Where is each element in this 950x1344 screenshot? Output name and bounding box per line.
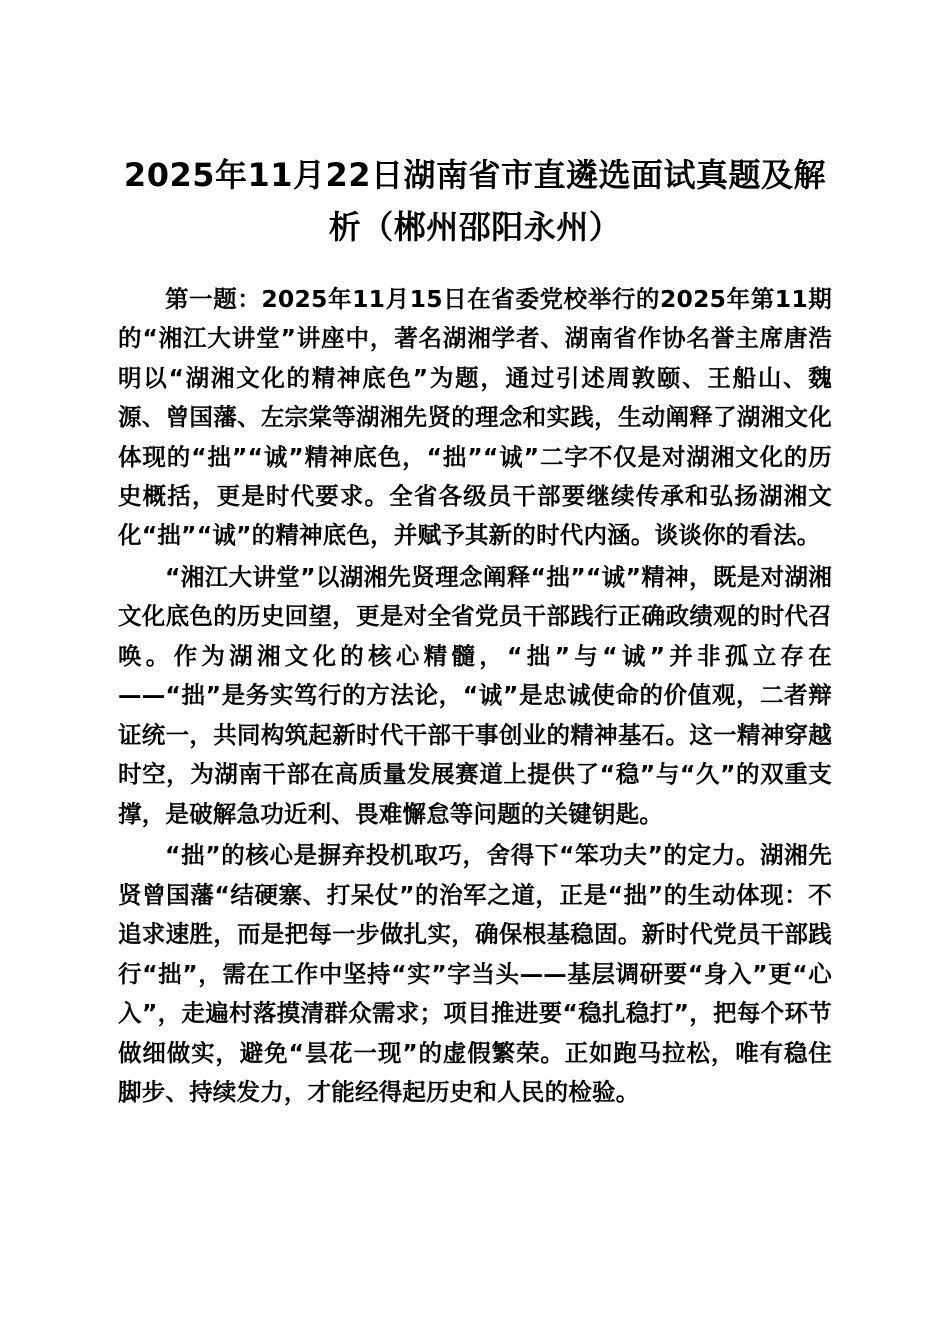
paragraph-analysis-zhuo: “拙”的核心是摒弃投机取巧，舍得下“笨功夫”的定力。湖湘先贤曾国藩“结硬寨、打呆仗”的治军之道，正是“拙”的生动体现：不追求速胜，而是把每一步做扎实，确保根基稳固。新时代党员干部践行“拙”，需在工作中坚持“实”字当头——基层调研要“身入”更“心入”，走遍村落摸清群众需求；项目推进要“稳扎稳打”，把每个环节做细做实，避免“昙花一现”的虚假繁荣。正如跑马拉松，唯有稳住脚步、持续发力，才能经得起历史和人民的检验。 [118, 841, 832, 1107]
page-title: 2025年11月22日湖南省市直遴选面试真题及解析（郴州邵阳永州） [123, 156, 827, 246]
paragraph-analysis-intro: “湘江大讲堂”以湖湘先贤理念阐释“拙”“诚”精神，既是对湖湘文化底色的历史回望，更是对全省党员干部践行正确政绩观的时代召唤。作为湖湘文化的核心精髓，“拙”与“诚”并非孤立存在——“拙”是务实笃行的方法论，“诚”是忠诚使命的价值观，二者辩证统一，共同构筑起新时代干部干事创业的精神基石。这一精神穿越时空，为湖南干部在高质量发展赛道上提供了“稳”与“久”的双重支撑，是破解急功近利、畏难懈怠等问题的关键钥匙。 [118, 562, 832, 828]
paragraph-question-one: 第一题：2025年11月15日在省委党校举行的2025年第11期的“湘江大讲堂”讲座中，著名湖湘学者、湖南省作协名誉主席唐浩明以“湖湘文化的精神底色”为题，通过引述周敦颐、王船山、魏源、曾国藩、左宗棠等湖湘先贤的理念和实践，生动阐释了湖湘文化体现的“拙”“诚”精神底色，“拙”“诚”二字不仅是对湖湘文化的历史概括，更是时代要求。全省各级员干部要继续传承和弘扬湖湘文化“拙”“诚”的精神底色，并赋予其新的时代内涵。谈谈你的看法。 [118, 284, 832, 550]
